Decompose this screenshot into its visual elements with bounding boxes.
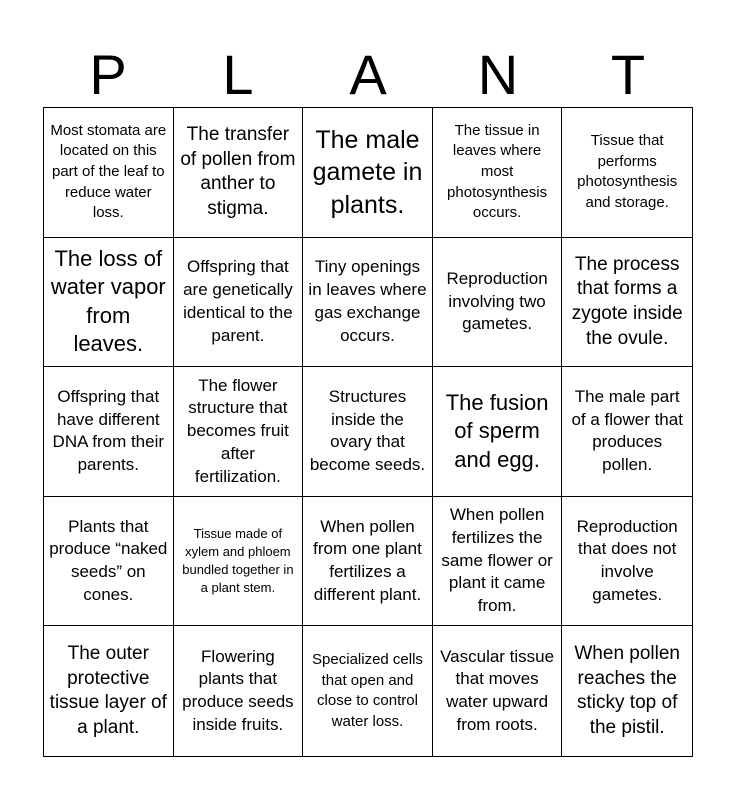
bingo-cell[interactable] [562,238,692,368]
cell-text: Vascular tissue that moves water upward from roots. [440,646,555,734]
bingo-cell[interactable] [44,108,174,238]
header-letter-p: P [89,43,127,106]
cell-text: Offspring that are genetically identical to the parent. [183,257,293,345]
cell-text: The fusion of sperm and egg. [445,389,549,472]
bingo-cell[interactable] [433,497,563,627]
bingo-cell[interactable] [562,367,692,497]
bingo-header [43,44,693,106]
bingo-cell[interactable] [174,238,304,368]
bingo-cell[interactable] [562,497,692,627]
cell-text: The tissue in leaves where most photosynthesis occurs. [447,121,548,222]
cell-text: The male part of a flower that produces pollen. [571,386,683,475]
bingo-cell[interactable] [44,238,174,368]
bingo-cell[interactable] [174,367,304,497]
cell-text: When pollen reaches the sticky top of the pistil. [574,642,680,738]
bingo-cell[interactable] [174,108,304,238]
cell-text: The flower structure that becomes fruit after fertilization. [186,375,289,486]
cell-text: When pollen from one plant fertilizes a different plant. [313,516,422,604]
header-letter-a: A [349,43,387,106]
cell-text: Plants that produce “naked seeds” on cones. [49,516,168,604]
bingo-cell[interactable] [562,626,692,756]
cell-text: Most stomata are located on this part of the leaf to reduce water loss. [50,121,167,222]
cell-text: Reproduction involving two gametes. [446,268,548,334]
bingo-cell[interactable] [303,497,433,627]
bingo-cell[interactable] [562,108,692,238]
cell-text: Specialized cells that open and close to control water loss. [312,650,423,730]
bingo-cell[interactable] [44,367,174,497]
bingo-cell[interactable] [174,626,304,756]
bingo-cell[interactable] [44,626,174,756]
cell-text: The male gamete in plants. [312,125,423,219]
bingo-cell[interactable] [433,626,563,756]
cell-text: The process that forms a zygote inside the ovule. [571,253,683,349]
cell-text: Flowering plants that produce seeds inside fruits. [182,646,294,734]
cell-text: Structures inside the ovary that become seeds. [309,386,426,475]
bingo-board [43,107,693,757]
cell-text: When pollen fertilizes the same flower or plant it came from. [441,505,553,616]
header-letter-t: T [610,43,646,106]
bingo-cell[interactable] [433,108,563,238]
header-letter-l: L [222,43,254,106]
cell-text: The loss of water vapor from leaves. [50,245,166,357]
cell-text: Tissue that performs photosynthesis and storage. [577,131,678,211]
header-letter-n: N [477,43,519,106]
bingo-cell[interactable] [44,497,174,627]
cell-text: Tiny openings in leaves where gas exchange occurs. [308,257,427,345]
bingo-cell[interactable] [303,108,433,238]
cell-text: Reproduction that does not involve gametes. [576,516,678,604]
bingo-cell[interactable] [303,626,433,756]
cell-text: Offspring that have different DNA from their parents. [52,386,165,475]
cell-text: Tissue made of xylem and phloem bundled together in a plant stem. [182,526,294,596]
bingo-cell[interactable] [174,497,304,627]
bingo-cell[interactable] [303,238,433,368]
bingo-cell[interactable] [303,367,433,497]
cell-text: The outer protective tissue layer of a plant. [49,642,167,738]
bingo-cell[interactable] [433,238,563,368]
cell-text: The transfer of pollen from anther to stigma. [180,123,296,219]
bingo-cell[interactable] [433,367,563,497]
